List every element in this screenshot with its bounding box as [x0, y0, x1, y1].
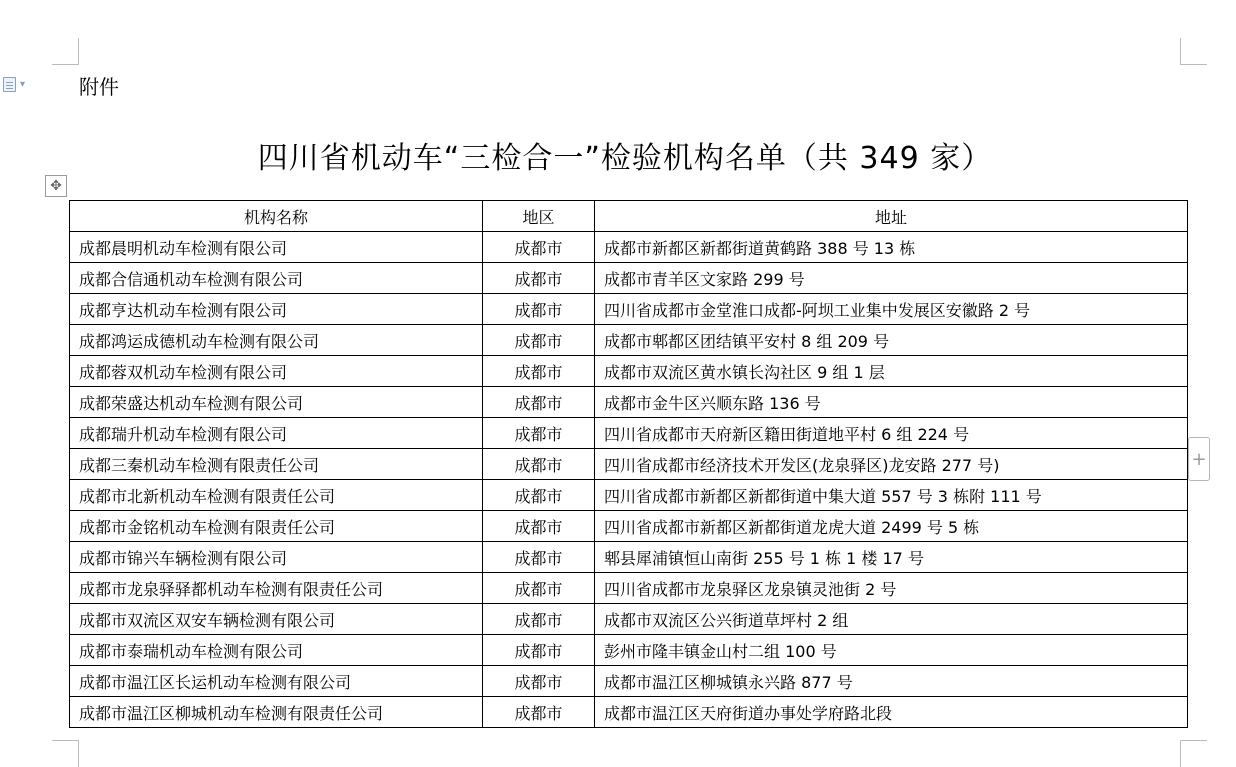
table-row	[70, 263, 1188, 294]
address: 成都市郫都区团结镇平安村 8 组 209 号	[595, 325, 1188, 356]
address: 彭州市隆丰镇金山村二组 100 号	[595, 635, 1188, 666]
paragraph-layout-icon[interactable]	[3, 77, 25, 92]
table-row	[70, 356, 1188, 387]
table-row	[70, 418, 1188, 449]
institution-name: 成都荣盛达机动车检测有限公司	[70, 387, 483, 418]
region: 成都市	[483, 604, 595, 635]
region: 成都市	[483, 449, 595, 480]
table-row	[70, 573, 1188, 604]
region: 成都市	[483, 697, 595, 728]
address: 四川省成都市龙泉驿区龙泉镇灵池街 2 号	[595, 573, 1188, 604]
address: 成都市青羊区文家路 299 号	[595, 263, 1188, 294]
institution-name: 成都市北新机动车检测有限责任公司	[70, 480, 483, 511]
table-header-row	[70, 201, 1188, 232]
institution-name: 成都亨达机动车检测有限公司	[70, 294, 483, 325]
institution-name: 成都鸿运成德机动车检测有限公司	[70, 325, 483, 356]
table-row	[70, 387, 1188, 418]
institution-name: 成都瑞升机动车检测有限公司	[70, 418, 483, 449]
institution-name: 成都市泰瑞机动车检测有限公司	[70, 635, 483, 666]
attachment-label: 附件	[79, 75, 119, 99]
institution-name: 成都市金铭机动车检测有限责任公司	[70, 511, 483, 542]
address: 四川省成都市新都区新都街道中集大道 557 号 3 栋附 111 号	[595, 480, 1188, 511]
institution-name: 成都合信通机动车检测有限公司	[70, 263, 483, 294]
table-row	[70, 232, 1188, 263]
page-corner-mark-bottom-right	[1180, 740, 1207, 767]
page-corner-mark-top-left	[52, 38, 79, 65]
table-row	[70, 604, 1188, 635]
table-row	[70, 697, 1188, 728]
institution-name: 成都市双流区双安车辆检测有限公司	[70, 604, 483, 635]
address: 成都市新都区新都街道黄鹤路 388 号 13 栋	[595, 232, 1188, 263]
address: 成都市双流区公兴街道草坪村 2 组	[595, 604, 1188, 635]
address: 四川省成都市新都区新都街道龙虎大道 2499 号 5 栋	[595, 511, 1188, 542]
table-row	[70, 635, 1188, 666]
region: 成都市	[483, 294, 595, 325]
region: 成都市	[483, 387, 595, 418]
table-row	[70, 480, 1188, 511]
region: 成都市	[483, 232, 595, 263]
header-region: 地区	[483, 201, 595, 232]
region: 成都市	[483, 356, 595, 387]
institution-name: 成都市龙泉驿驿都机动车检测有限责任公司	[70, 573, 483, 604]
header-address: 地址	[595, 201, 1188, 232]
table-row	[70, 449, 1188, 480]
region: 成都市	[483, 263, 595, 294]
table-row	[70, 542, 1188, 573]
address: 四川省成都市金堂淮口成都-阿坝工业集中发展区安徽路 2 号	[595, 294, 1188, 325]
institution-name: 成都三秦机动车检测有限责任公司	[70, 449, 483, 480]
address: 四川省成都市天府新区籍田街道地平村 6 组 224 号	[595, 418, 1188, 449]
region: 成都市	[483, 480, 595, 511]
document-icon	[3, 77, 16, 92]
dropdown-arrow-icon: ▾	[20, 79, 26, 90]
region: 成都市	[483, 542, 595, 573]
address: 四川省成都市经济技术开发区(龙泉驿区)龙安路 277 号)	[595, 449, 1188, 480]
institution-name: 成都蓉双机动车检测有限公司	[70, 356, 483, 387]
address: 成都市双流区黄水镇长沟社区 9 组 1 层	[595, 356, 1188, 387]
header-institution-name: 机构名称	[70, 201, 483, 232]
region: 成都市	[483, 666, 595, 697]
address: 成都市温江区柳城镇永兴路 877 号	[595, 666, 1188, 697]
page-corner-mark-top-right	[1180, 38, 1207, 65]
add-column-icon[interactable]: +	[1188, 437, 1210, 481]
region: 成都市	[483, 573, 595, 604]
region: 成都市	[483, 635, 595, 666]
document-title: 四川省机动车“三检合一”检验机构名单（共 349 家）	[257, 141, 993, 176]
table-row	[70, 325, 1188, 356]
institution-name: 成都市温江区柳城机动车检测有限责任公司	[70, 697, 483, 728]
institution-table	[69, 200, 1188, 728]
address: 成都市金牛区兴顺东路 136 号	[595, 387, 1188, 418]
address: 成都市温江区天府街道办事处学府路北段	[595, 697, 1188, 728]
region: 成都市	[483, 511, 595, 542]
institution-name: 成都市温江区长运机动车检测有限公司	[70, 666, 483, 697]
address: 郫县犀浦镇恒山南街 255 号 1 栋 1 楼 17 号	[595, 542, 1188, 573]
institution-name: 成都市锦兴车辆检测有限公司	[70, 542, 483, 573]
region: 成都市	[483, 418, 595, 449]
region: 成都市	[483, 325, 595, 356]
table-row	[70, 294, 1188, 325]
institution-name: 成都晨明机动车检测有限公司	[70, 232, 483, 263]
page-corner-mark-bottom-left	[52, 740, 79, 767]
table-row	[70, 666, 1188, 697]
table-move-handle-icon[interactable]: ✥	[45, 175, 67, 197]
table-row	[70, 511, 1188, 542]
